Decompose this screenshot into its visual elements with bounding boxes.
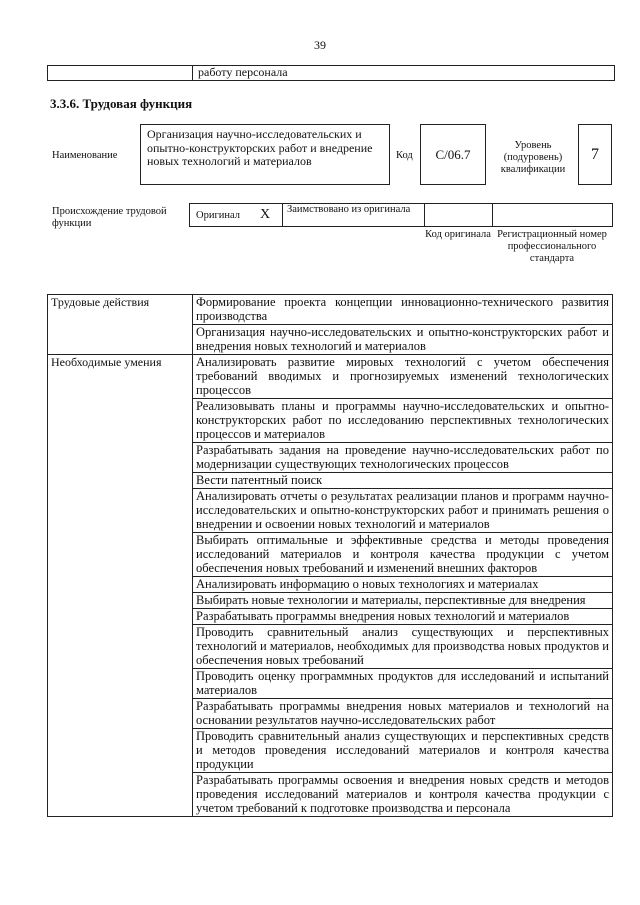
code-original-caption: Код оригинала bbox=[425, 229, 491, 240]
origin-row bbox=[189, 203, 613, 227]
function-details-table bbox=[47, 294, 613, 817]
section-item: Проводить сравнительный анализ существующих и перспективных средств и методов проведения исследований материалов и контроля качества продукции bbox=[193, 729, 613, 773]
section-item: Анализировать информацию о новых технологиях и материалах bbox=[193, 577, 613, 593]
section-item: Выбирать оптимальные и эффективные средства и методы проведения исследований материалов и контроля качества продукции с учетом обеспечения новых требований и изменений внешних факторов bbox=[193, 533, 613, 577]
section-item: Разрабатывать программы освоения и внедрения новых средств и методов проведения исследований материалов и контроля качества продукции с учетом требований к подготовке производства и персонала bbox=[193, 773, 613, 817]
section-item: Разрабатывать программы внедрения новых технологий и материалов bbox=[193, 609, 613, 625]
section-item: Проводить сравнительный анализ существующих и перспективных технологий и материалов, необходимых для производства новых продуктов и обеспечения новых требований bbox=[193, 625, 613, 669]
original-label: Оригинал bbox=[196, 210, 240, 221]
section-item: Анализировать отчеты о результатах реализации планов и программ научно-исследовательских и опытно-конструкторских работ и принимать решения о внедрении и освоении новых технологий и материалов bbox=[193, 489, 613, 533]
section-item: Разрабатывать задания на проведение научно-исследовательских работ по модернизации существующих технологических процессов bbox=[193, 443, 613, 473]
continuation-text: работу персонала bbox=[198, 65, 288, 79]
function-code: C/06.7 bbox=[420, 124, 486, 185]
section-item: Разрабатывать программы внедрения новых материалов и технологий на основании результатов научно-исследовательских работ bbox=[193, 699, 613, 729]
continuation-row bbox=[47, 65, 615, 81]
origin-label: Происхождение трудовой функции bbox=[52, 206, 167, 229]
section-header: Трудовые действия bbox=[48, 295, 193, 355]
code-original-cell bbox=[424, 204, 493, 226]
section-item: Реализовывать планы и программы научно-исследовательских и опытно-конструкторских работ по исследованию перспективных технологических процессов и материалов bbox=[193, 399, 613, 443]
section-title: 3.3.6. Трудовая функция bbox=[50, 96, 193, 111]
reg-number-cell bbox=[492, 204, 612, 226]
qualification-level-value: 7 bbox=[578, 124, 612, 185]
table-row bbox=[48, 355, 613, 399]
section-header: Необходимые умения bbox=[48, 355, 193, 817]
section-item: Организация научно-исследовательских и опытно-конструкторских работ и внедрения новых технологий и материалов bbox=[193, 325, 613, 355]
section-item: Проводить оценку программных продуктов для исследований и испытаний материалов bbox=[193, 669, 613, 699]
original-mark: X bbox=[260, 207, 271, 222]
column-divider bbox=[192, 66, 193, 80]
code-label: Код bbox=[396, 150, 413, 161]
name-label: Наименование bbox=[52, 150, 118, 161]
original-cell bbox=[190, 204, 283, 226]
page-number: 39 bbox=[314, 38, 326, 52]
section-item: Анализировать развитие мировых технологий с учетом обеспечения требований вводимых и прогнозируемых изменений технологических процессов bbox=[193, 355, 613, 399]
section-item: Выбирать новые технологии и материалы, перспективные для внедрения bbox=[193, 593, 613, 609]
section-item: Формирование проекта концепции инновационно-технического развития производства bbox=[193, 295, 613, 325]
reg-number-caption: Регистрационный номер профессионального стандарта bbox=[497, 229, 607, 264]
section-item: Вести патентный поиск bbox=[193, 473, 613, 489]
table-row bbox=[48, 295, 613, 325]
borrowed-cell bbox=[282, 204, 425, 226]
qualification-level-label: Уровень (подуровень) квалификации bbox=[500, 140, 566, 175]
borrowed-label: Заимствовано из оригинала bbox=[287, 204, 411, 215]
function-name-box: Организация научно-исследовательских и опытно-конструкторских работ и внедрение новых технологий и материалов bbox=[140, 124, 390, 185]
